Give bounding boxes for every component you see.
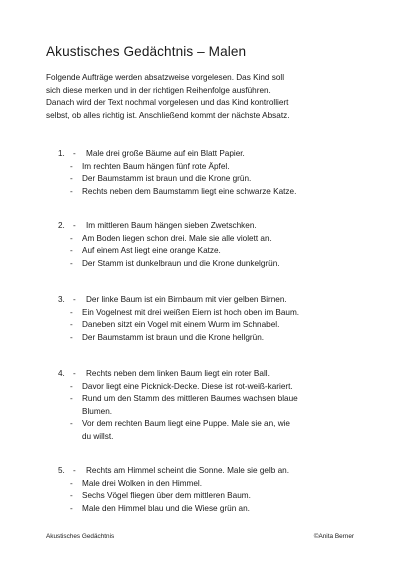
intro-line: selbst, ob alles richtig ist. Anschließend kommt der nächste Absatz. <box>46 110 290 120</box>
dash-bullet: - <box>70 491 73 500</box>
section-number: 3. <box>58 295 65 304</box>
task-line <box>58 478 368 491</box>
dash-bullet: - <box>73 295 76 304</box>
task-text: Rund um den Stamm des mittleren Baumes wachsen blaue <box>82 394 298 403</box>
task-line <box>58 307 368 320</box>
task-line <box>58 368 368 381</box>
dash-bullet: - <box>70 478 73 488</box>
page-title: Akustisches Gedächtnis – Malen <box>46 44 247 59</box>
task-line <box>58 465 368 478</box>
task-text: Ein Vogelnest mit drei weißen Eiern ist hoch oben im Baum. <box>82 307 300 317</box>
dash-bullet: - <box>70 161 73 171</box>
footer-copyright: ©Anita Berner <box>313 533 354 540</box>
intro-line: Danach wird der Text nochmal vorgelesen und das Kind kontrolliert <box>46 98 289 107</box>
task-line <box>58 245 368 258</box>
dash-bullet: - <box>70 381 73 391</box>
intro-line: sich diese merken und in der richtigen Reihenfolge ausführen. <box>46 85 271 95</box>
task-text: Male drei Wolken in den Himmel. <box>82 478 202 488</box>
section-number: 5. <box>58 466 65 475</box>
task-line <box>58 319 368 332</box>
task-line <box>58 418 368 431</box>
task-section-2 <box>58 220 368 270</box>
task-section-1 <box>58 148 368 198</box>
task-section-3 <box>58 294 368 344</box>
task-line <box>58 258 368 271</box>
task-text: Der Baumstamm ist braun und die Krone grün. <box>82 174 252 183</box>
task-line <box>58 381 368 394</box>
dash-bullet: - <box>70 419 73 428</box>
task-text: Male den Himmel blau und die Wiese grün an. <box>82 503 250 513</box>
task-text: Der Baumstamm ist braun und die Krone hellgrün. <box>82 332 265 342</box>
dash-bullet: - <box>70 246 73 255</box>
footer-document-name: Akustisches Gedächtnis <box>46 533 115 540</box>
task-section-5 <box>58 465 368 515</box>
task-section-4 <box>58 368 368 443</box>
task-text: Sechs Vögel fliegen über dem mittleren Baum. <box>82 491 251 500</box>
task-text: Im mittleren Baum hängen sieben Zwetschken. <box>86 221 257 230</box>
section-number: 4. <box>58 369 65 378</box>
task-line <box>58 173 368 186</box>
task-text: Rechts am Himmel scheint die Sonne. Male sie gelb an. <box>86 466 289 475</box>
dash-bullet: - <box>70 174 73 183</box>
task-text: Am Boden liegen schon drei. Male sie alle violett an. <box>82 233 272 243</box>
task-text: Daneben sitzt ein Vogel mit einem Wurm im Schnabel. <box>82 320 280 329</box>
task-text: Vor dem rechten Baum liegt eine Puppe. Male sie an, wie <box>82 419 290 428</box>
dash-bullet: - <box>70 258 73 268</box>
task-text: Im rechten Baum hängen fünf rote Äpfel. <box>82 161 230 171</box>
task-text: Rechts neben dem Baumstamm liegt eine schwarze Katze. <box>82 186 297 196</box>
dash-bullet: - <box>73 149 76 158</box>
task-line <box>58 148 368 161</box>
task-line <box>58 332 368 345</box>
dash-bullet: - <box>70 186 73 196</box>
dash-bullet: - <box>70 332 73 342</box>
task-text: Rechts neben dem linken Baum liegt ein roter Ball. <box>86 369 270 378</box>
task-line <box>58 161 368 174</box>
task-line <box>58 490 368 503</box>
intro-paragraph <box>46 72 366 122</box>
task-line-continuation <box>58 406 368 419</box>
task-line-continuation <box>58 431 368 444</box>
task-line <box>58 220 368 233</box>
task-text: Davor liegt eine Picknick-Decke. Diese ist rot-weiß-kariert. <box>82 381 293 391</box>
dash-bullet: - <box>73 221 76 230</box>
task-text: du willst. <box>82 431 114 441</box>
intro-line: Folgende Aufträge werden absatzweise vorgelesen. Das Kind soll <box>46 73 285 82</box>
task-text: Der Stamm ist dunkelbraun und die Krone dunkelgrün. <box>82 258 280 268</box>
task-line <box>58 393 368 406</box>
task-line <box>58 294 368 307</box>
task-text: Blumen. <box>82 406 113 416</box>
section-number: 2. <box>58 221 65 230</box>
dash-bullet: - <box>70 503 73 513</box>
dash-bullet: - <box>70 320 73 329</box>
task-line <box>58 233 368 246</box>
task-text: Auf einem Ast liegt eine orange Katze. <box>82 246 221 255</box>
section-number: 1. <box>58 149 65 158</box>
task-line <box>58 503 368 516</box>
task-text: Male drei große Bäume auf ein Blatt Papier. <box>86 149 245 158</box>
dash-bullet: - <box>73 466 76 475</box>
dash-bullet: - <box>70 307 73 317</box>
dash-bullet: - <box>70 233 73 243</box>
task-line <box>58 186 368 199</box>
dash-bullet: - <box>73 369 76 378</box>
task-text: Der linke Baum ist ein Birnbaum mit vier gelben Birnen. <box>86 295 287 304</box>
dash-bullet: - <box>70 394 73 403</box>
